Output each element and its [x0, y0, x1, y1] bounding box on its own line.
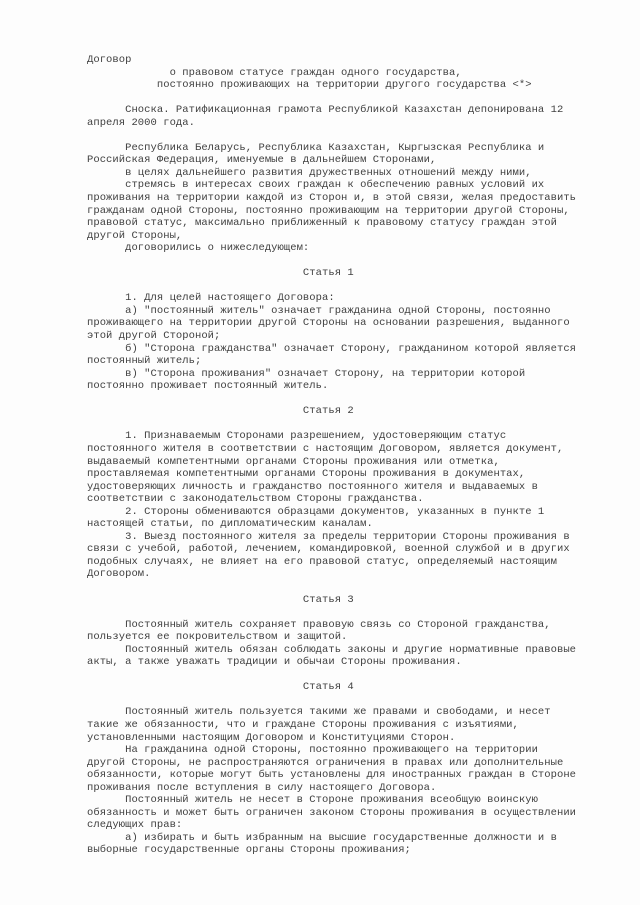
document-line: проживающего на территории другой Стороны на основании разрешения, выданного — [87, 317, 570, 330]
document-line: 1. Признаваемым Сторонами разрешением, удостоверяющим статус — [87, 430, 507, 443]
document-line: Постоянный житель обязан соблюдать законы и другие нормативные правовые — [87, 643, 577, 656]
document-line: установленными настоящим Договором и Конституциями Сторон. — [87, 731, 456, 744]
document-line: другой Стороны, не распространяются ограничения в правах или дополнительные — [87, 756, 564, 769]
document-line: обязанности, которые могут быть установлены для иностранных граждан в Стороне — [87, 769, 577, 782]
article-heading: Статья 2 — [87, 405, 354, 418]
document-line: Сноска. Ратификационная грамота Республикой Казахстан депонирована 12 — [87, 104, 564, 117]
document-line — [87, 393, 610, 406]
document-line: Республика Беларусь, Республика Казахстан, Кыргызская Республика и — [87, 141, 545, 154]
document-line: б) "Сторона гражданства" означает Сторону, гражданином которой является — [87, 342, 577, 355]
document-line: а) избирать и быть избранным на высшие государственные должности и в — [87, 831, 557, 844]
document-line: постоянно проживает постоянный житель. — [87, 380, 329, 393]
document-line: 1. Для целей настоящего Договора: — [87, 292, 335, 305]
document-line: 2. Стороны обмениваются образцами документов, указанных в пункте 1 — [87, 505, 545, 518]
document-line: апреля 2000 года. — [87, 116, 195, 129]
document-line: в целях дальнейшего развития дружественных отношений между ними, — [87, 166, 532, 179]
document-line: Постоянный житель не несет в Стороне проживания всеобщую воинскую — [87, 794, 538, 807]
document-line: удостоверяющих личность и гражданство постоянного жителя и выдаваемых в — [87, 480, 538, 493]
document-line: постоянный житель; — [87, 355, 202, 368]
document-line: Постоянный житель пользуется такими же правами и свободами, и несет — [87, 706, 551, 719]
document-line: настоящей статьи, по дипломатическим каналам. — [87, 518, 373, 531]
document-line: проживания на территории каждой из Сторон и, в этой связи, желая предоставить — [87, 192, 577, 205]
document-line: гражданам одной Стороны, постоянно проживающим на территории другой Стороны, — [87, 204, 570, 217]
document-line: Российская Федерация, именуемые в дальнейшем Сторонами, — [87, 154, 437, 167]
document-line: проживания после вступления в силу настоящего Договора. — [87, 781, 437, 794]
document-line: этой другой Стороной; — [87, 330, 221, 343]
document-line — [87, 669, 610, 682]
document-line: проставляемая компетентными органами Стороны проживания в документах, — [87, 468, 526, 481]
document-line — [87, 418, 610, 431]
document-line: На гражданина одной Стороны, постоянно проживающего на территории — [87, 744, 538, 757]
article-heading: Статья 3 — [87, 593, 354, 606]
document-line: договорились о нижеследующем: — [87, 242, 310, 255]
document-line: другой Стороны, — [87, 229, 183, 242]
document-line — [87, 581, 610, 594]
document-line: постоянного жителя в соответствии с настоящим Договором, является документ, — [87, 442, 564, 455]
document-line: а) "постоянный житель" означает гражданина одной Стороны, постоянно — [87, 304, 551, 317]
document-line: в) "Сторона проживания" означает Сторону, на территории которой — [87, 367, 526, 380]
document-line: стремясь в интересах своих граждан к обеспечению равных условий их — [87, 179, 545, 192]
document-line: правовой статус, максимально приближенный к правовому статусу граждан этой — [87, 217, 557, 230]
article-heading: Статья 1 — [87, 267, 354, 280]
document-line — [87, 606, 610, 619]
document-line: Постоянный житель сохраняет правовую связь со Стороной гражданства, — [87, 618, 551, 631]
document-line: постоянно проживающих на территории другого государства <*> — [87, 79, 532, 92]
document-line: 3. Выезд постоянного жителя за пределы территории Стороны проживания в — [87, 530, 570, 543]
document-line: следующих прав: — [87, 819, 183, 832]
document-line — [87, 694, 610, 707]
document-text-body — [87, 54, 610, 857]
document-line: такие же обязанности, что и граждане Стороны проживания с изъятиями, — [87, 718, 519, 731]
document-line — [87, 255, 610, 268]
document-title: Договор — [87, 54, 132, 66]
document-line — [87, 280, 610, 293]
document-line: Договором. — [87, 568, 151, 581]
document-line: обязанность и может быть ограничен законом Стороны проживания в осуществлении — [87, 806, 577, 819]
article-heading: Статья 4 — [87, 681, 354, 694]
document-line — [87, 129, 610, 142]
document-line: о правовом статусе граждан одного государства, — [87, 66, 462, 79]
document-line: соответствии с законодательством Стороны гражданства. — [87, 493, 424, 506]
document-line — [87, 92, 610, 105]
document-line: акты, а также уважать традиции и обычаи Стороны проживания. — [87, 656, 462, 669]
document-line: выдаваемый компетентными органами Стороны проживания или отметка, — [87, 455, 500, 468]
document-line: пользуется ее покровительством и защитой. — [87, 631, 348, 644]
document-line: выборные государственные органы Стороны проживания; — [87, 844, 411, 857]
document-line: связи с учебой, работой, лечением, командировкой, военной службой и в других — [87, 543, 570, 556]
document-line: подобных случаях, не влияет на его правовой статус, определяемый настоящим — [87, 555, 557, 568]
